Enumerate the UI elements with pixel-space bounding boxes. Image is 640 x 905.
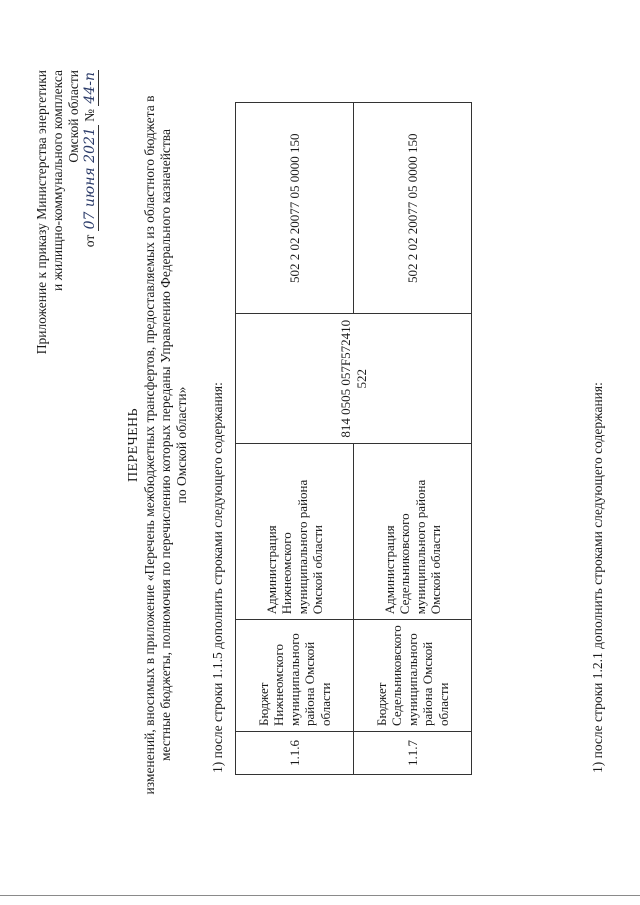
subtitle-line-3: по Омской области» [174, 386, 189, 504]
recipient-cell: Бюджет Седельниковского муниципального района Омской области [354, 620, 472, 732]
handwritten-date: 07 июня 2021 [82, 127, 98, 230]
approval-line-2: и жилищно-коммунального комплекса [50, 70, 65, 291]
table-row [236, 103, 354, 775]
organization-cell: Администрация Нижнеомского муниципального района Омской области [236, 444, 354, 620]
document-subtitle [142, 95, 190, 795]
number-label: № [82, 108, 97, 122]
transfers-table [235, 102, 472, 775]
approval-line-1: Приложение к приказу Министерства энергетики [34, 70, 49, 355]
approval-block [34, 70, 98, 450]
row-number: 1.1.7 [354, 732, 472, 775]
subtitle-line-1: изменений, вносимых в приложение «Перечень межбюджетных трансфертов, предоставляемых из областного бюджета в [142, 95, 157, 795]
income-code-cell: 502 2 02 20077 05 0000 150 [354, 103, 472, 314]
recipient-cell: Бюджет Нижнеомского муниципального района Омской области [236, 620, 354, 732]
handwritten-number: 44-п [82, 72, 98, 104]
date-prefix: от [82, 234, 97, 248]
document-title: ПЕРЕЧЕНЬ [126, 408, 141, 482]
budget-code-cell: 814 0505 057F572410 522 [236, 314, 472, 444]
paragraph-2: 1) после строки 1.2.1 дополнить строками следующего содержания: [590, 382, 605, 773]
approval-date-line [82, 70, 98, 450]
paragraph-1: 1) после строки 1.1.5 дополнить строками следующего содержания: [210, 382, 225, 773]
approval-line-3: Омской области [66, 70, 81, 163]
income-code-cell: 502 2 02 20077 05 0000 150 [236, 103, 354, 314]
subtitle-line-2: местные бюджеты, полномочия по перечислению которых переданы Управлению Федерального казначейства [158, 129, 173, 762]
organization-cell: Администрация Седельниковского муниципального района Омской области [354, 444, 472, 620]
scan-edge-line [0, 895, 640, 896]
row-number: 1.1.6 [236, 732, 354, 775]
